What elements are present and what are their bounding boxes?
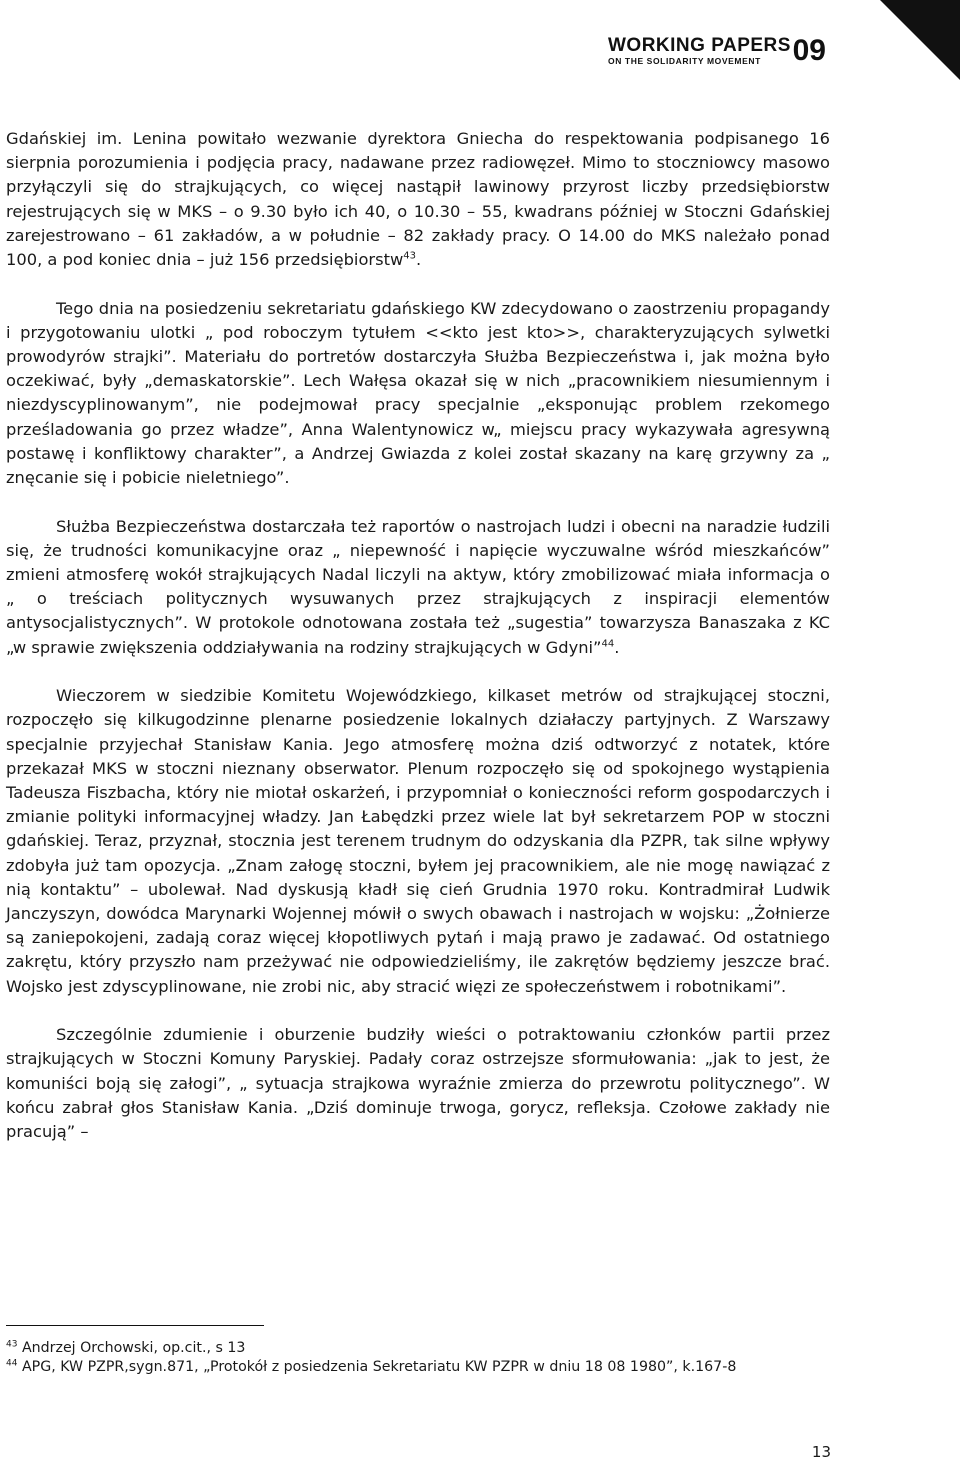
header-subtitle: ON THE SOLIDARITY MOVEMENT xyxy=(608,56,761,66)
publication-header xyxy=(608,36,826,67)
footnote xyxy=(6,1339,830,1358)
page-number: 13 xyxy=(811,1443,831,1461)
footnote-divider xyxy=(6,1325,264,1326)
footnote xyxy=(6,1358,830,1377)
footnote-text: APG, KW PZPR,sygn.871, „Protokół z posiedzenia Sekretariatu KW PZPR w dniu 18 08 1980”, k.167-8 xyxy=(21,1359,737,1375)
header-title: WORKING PAPERS xyxy=(608,35,791,56)
footnote-text: Andrzej Orchowski, op.cit., s 13 xyxy=(21,1340,246,1356)
footnote-number: 44 xyxy=(6,1358,18,1369)
paragraph xyxy=(6,1023,830,1144)
paragraph-tail: . xyxy=(416,250,422,270)
paragraph xyxy=(6,515,830,660)
corner-triangle-decoration xyxy=(880,0,960,80)
paragraph-text: Służba Bezpieczeństwa dostarczała też raportów o nastrojach ludzi i obecni na naradzie łudzili się, że trudności komunikacyjne oraz „ niepewność i napięcie wyczuwalne wśród mieszkańców” zmieni atmosferę wokół strajkujących Nadal liczyli na aktyw, który zmobilizować miała informacja o „ o treściach politycznych wysuwanych przez strajkujących z inspiracji elementów antysocjalistycznych”. W protokole odnotowana została też „sugestia” towarzysza Banaszaka z KC „w sprawie zwiększenia oddziaływania na rodziny strajkujących w Gdyni” xyxy=(6,516,830,657)
footnote-ref: 43 xyxy=(403,250,417,262)
paragraph-text: Szczególnie zdumienie i oburzenie budziły wieści o potraktowaniu członków partii przez strajkujących w Stoczni Komuny Paryskiej. Padały coraz ostrzejsze sformułowania: „jak to jest, że komuniści boją się załogi”, „ sytuacja strajkowa wyraźnie zmierza do przewrotu politycznego”. W końcu zabrał głos Stanisław Kania. „Dziś dominuje trwoga, gorycz, refleksja. Czołowe zakłady nie pracują” – xyxy=(6,1025,830,1142)
paragraph-text: Wieczorem w siedzibie Komitetu Wojewódzkiego, kilkaset metrów od strajkującej stoczni, rozpoczęło się kilkugodzinne plenarne posiedzenie lokalnych działaczy partyjnych. Z Warszawy specjalnie przyjechał Stanisław Kania. Jego atmosferę można dziś odtworzyć z notatek, które przekazał MKS w stoczni nieznany obserwator. Plenum rozpoczęło się od spokojnego wystąpienia Tadeusza Fiszbacha, który nie miotał oskarżeń, i przypomniał o konieczności reform gospodarczych i zmianie polityki informacyjnej władzy. Jan Łabędzki przez wiele lat był sekretarzem POP w stoczni gdańskiej. Teraz, przyznał, stocznia jest terenem trudnym do odzyskania dla PZPR, tak silne wpływy zdobyła już tam opozycja. „Znam załogę stoczni, byłem jej pracownikiem, ale nie mogę nawiązać z nią kontaktu” – ubolewał. Nad dyskusją kładł się cień Grudnia 1970 roku. Kontradmirał Ludwik Janczyszyn, dowódca Marynarki Wojennej mówił o swych obawach i nastrojach w wojsku: „Żołnierze są zaniepokojeni, zadają coraz więcej kłopotliwych pytań i mają prawo je zadawać. Od ostatniego zakrętu, który przyszło nam przeżywać nie odpowiedzieliśmy, ile zakrętów będziemy jeszcze brać. Wojsko jest zdyscyplinowane, nie zrobi nic, aby stracić więzi ze społeczeństwem i robotnikami”. xyxy=(6,686,830,996)
footnote-number: 43 xyxy=(6,1339,18,1350)
paragraph-text: Gdańskiej im. Lenina powitało wezwanie dyrektora Gniecha do respektowania podpisanego 16 sierpnia porozumienia i podjęcia pracy, nadawane przez radiowęzeł. Mimo to stoczniowcy masowo przyłączyli się do strajkujących, co więcej nastąpił lawinowy przyrost liczby przedsiębiorstw rejestrujących się w MKS – o 9.30 było ich 40, o 10.30 – 55, kwadrans później w Stoczni Gdańskiej zarejestrowano – 61 zakładów, a w południe – 82 zakłady pracy. O 14.00 do MKS należało ponad 100, a pod koniec dnia – już 156 przedsiębiorstw xyxy=(6,129,830,270)
paragraph-tail: . xyxy=(614,637,620,657)
issue-number: 09 xyxy=(792,34,826,67)
paragraph xyxy=(6,684,830,999)
paragraph-text: Tego dnia na posiedzeniu sekretariatu gdańskiego KW zdecydowano o zaostrzeniu propagandy i przygotowaniu ulotki „ pod roboczym tytułem <<kto jest kto>>, charakteryzujących sylwetki prowodyrów strajki”. Materiału do portretów dostarczyła Służba Bezpieczeństwa i, jak można było oczekiwać, były „demaskatorskie”. Lech Wałęsa okazał się w nich „pracownikiem niesumiennym i niezdyscyplinowanym”, nie podejmował pracy specjalnie „eksponując problem rzekomego prześladowania go przez władze”, Anna Walentynowicz w„ miejscu pracy wykazywała agresywną postawę i konfliktowy charakter”, a Andrzej Gwiazda z kolei został skazany na karę grzywny za „ znęcanie się i pobicie nieletniego”. xyxy=(6,298,830,488)
footnote-ref: 44 xyxy=(601,638,615,650)
paragraph xyxy=(6,127,830,272)
article-body xyxy=(6,127,830,1169)
footnotes xyxy=(6,1339,830,1377)
paragraph xyxy=(6,297,830,491)
